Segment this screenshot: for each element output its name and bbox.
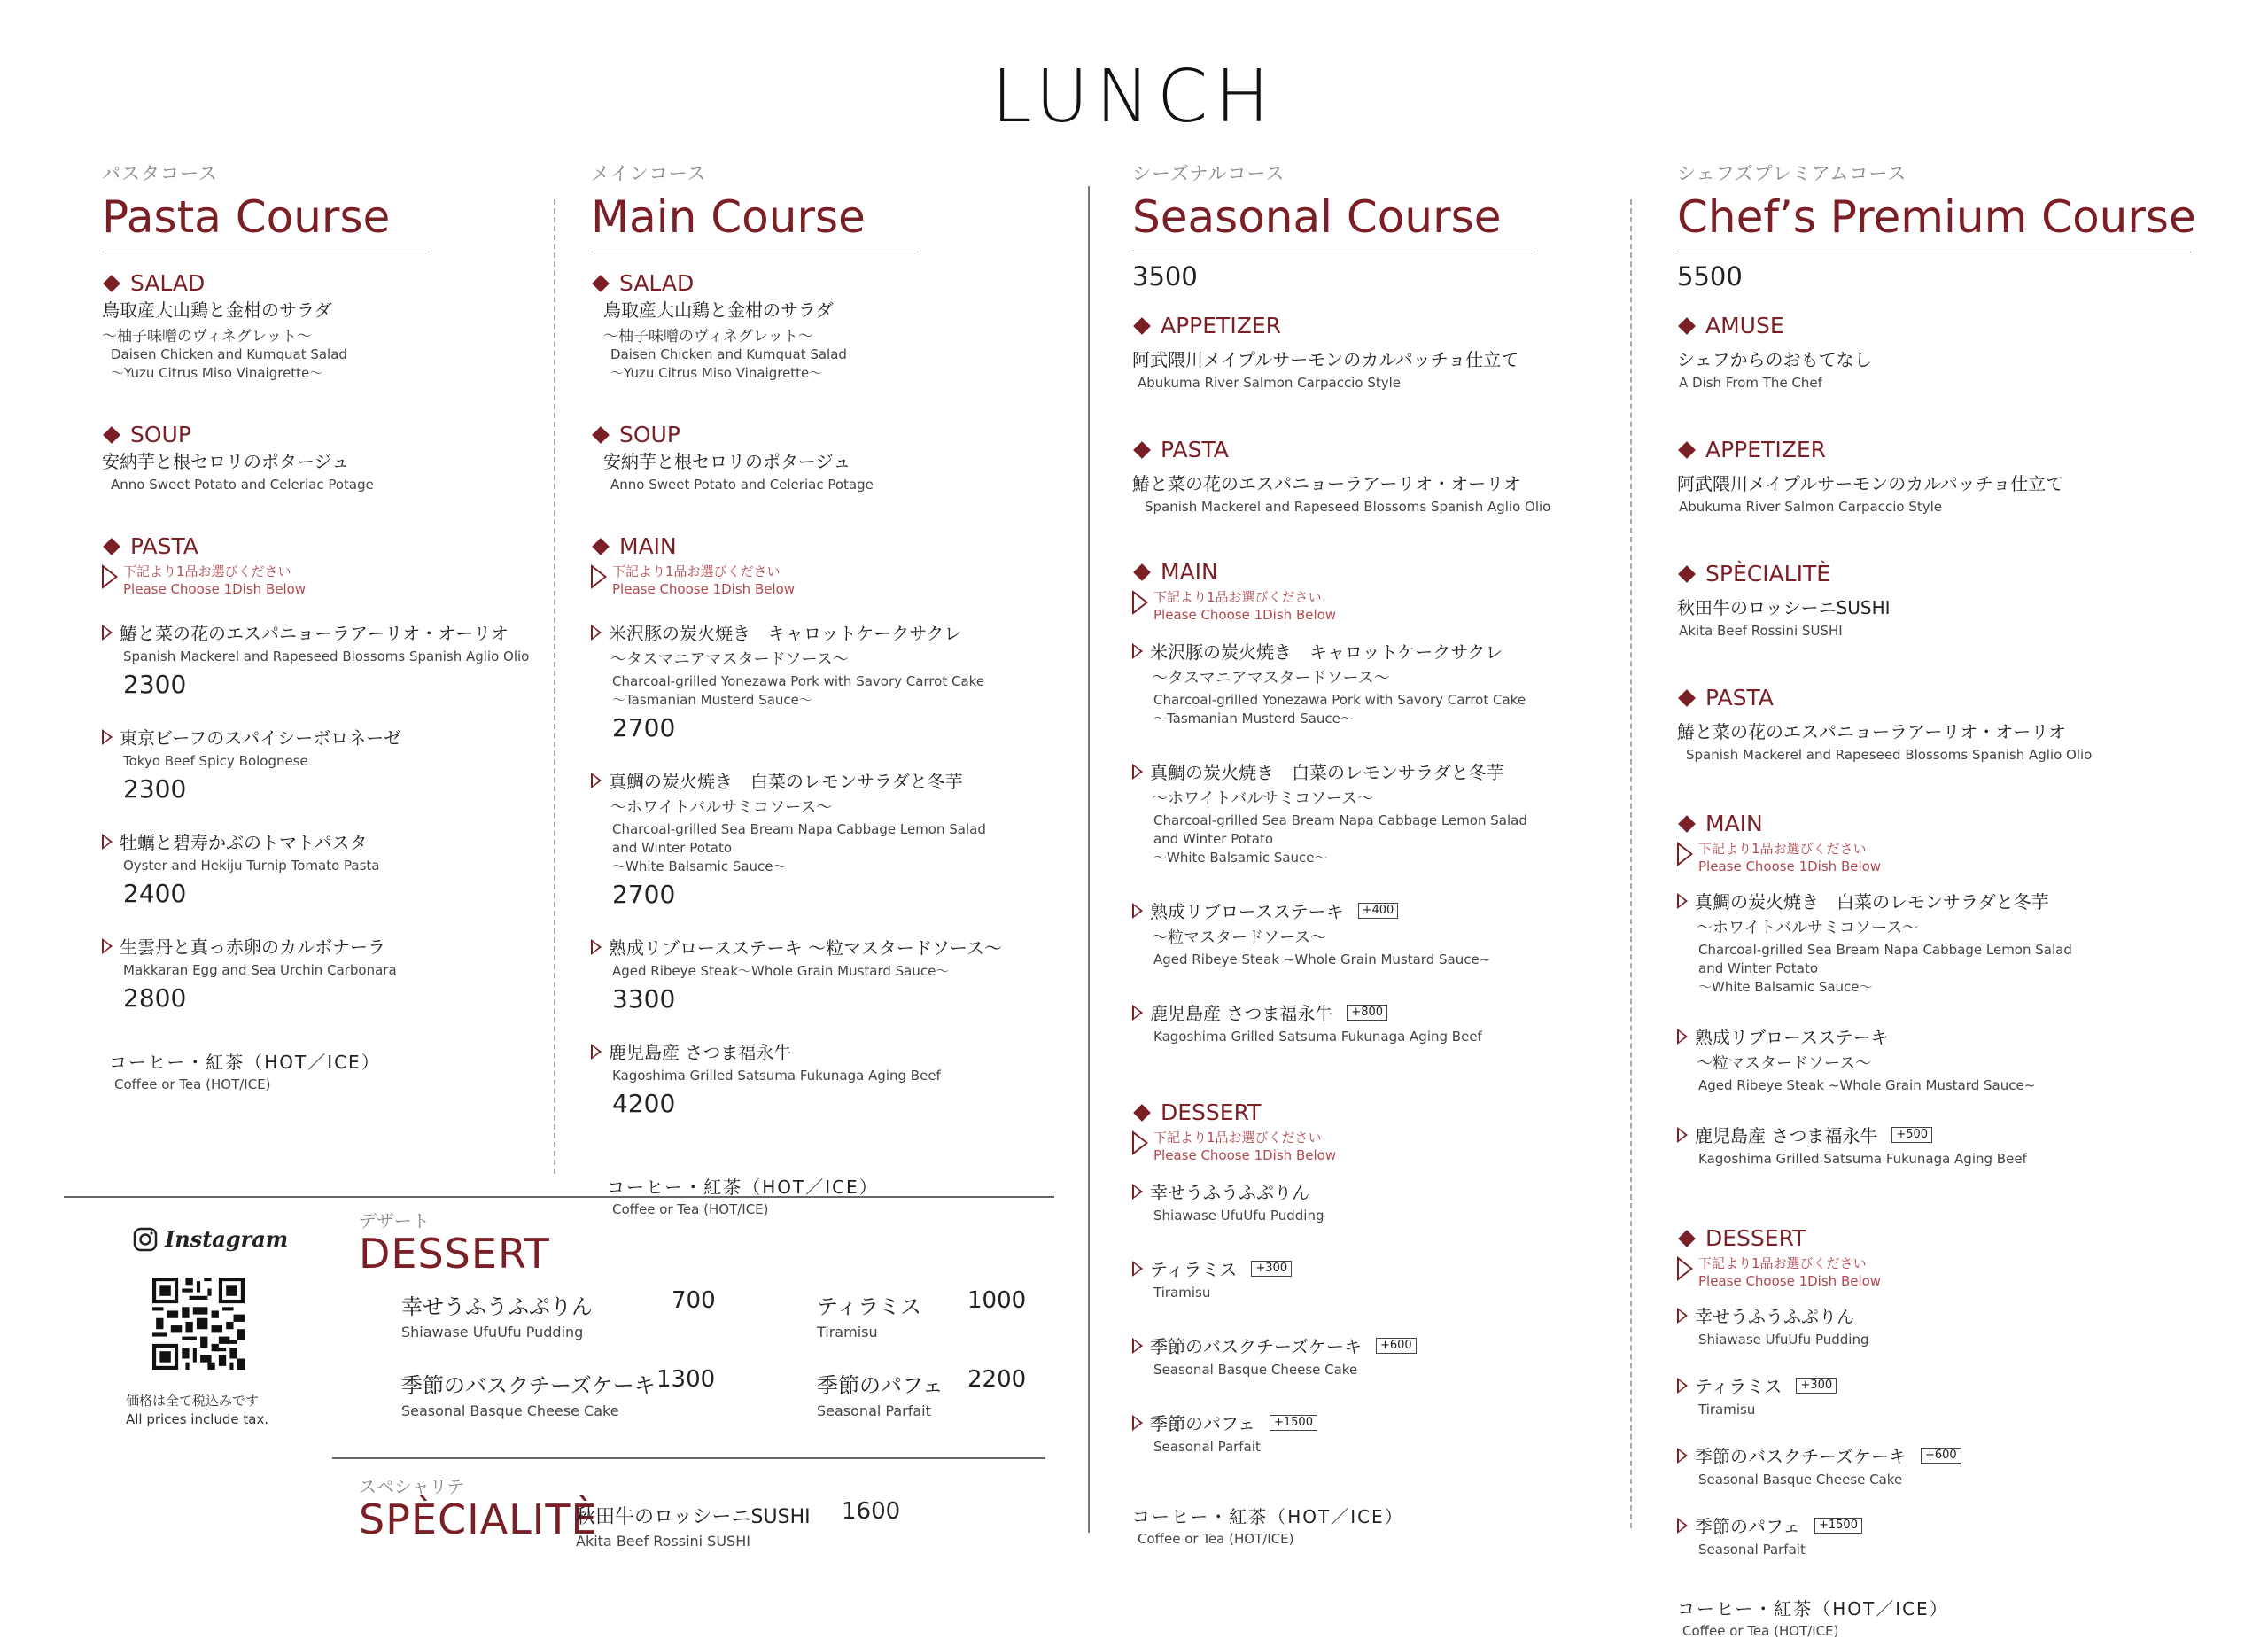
diamond-icon: [1678, 1230, 1696, 1247]
dish-sub-en: ～Tasmanian Musterd Sauce～: [612, 692, 812, 708]
dish-item: [1677, 1372, 2209, 1419]
page-title: LUNCH: [991, 55, 1277, 139]
dish-name-ja: 熟成リブロースステーキ ～粒マスタードソース～: [609, 937, 1002, 959]
dish-name-ja: 季節のパフェ: [1150, 1413, 1255, 1434]
dish-name-en: Kagoshima Grilled Satsuma Fukunaga Aging Beef: [1153, 1029, 1482, 1045]
dessert-name-en: Seasonal Parfait: [817, 1402, 931, 1419]
dessert-title-en: DESSERT: [359, 1230, 550, 1278]
dish-name-en: Seasonal Parfait: [1698, 1542, 1806, 1557]
dish-name-ja: 幸せうふうふぷりん: [1150, 1182, 1309, 1203]
soup-section: [591, 422, 1074, 494]
pasta-section: [1677, 685, 2209, 765]
dessert-title-ja: デザート: [359, 1210, 430, 1231]
diamond-icon: [1678, 565, 1696, 583]
dessert-menu-header: [359, 1207, 550, 1278]
dish-name-en: Abukuma River Salmon Carpaccio Style: [1679, 499, 1942, 515]
dish-name-ja: 真鯛の炭火焼き 白菜のレモンサラダと冬芋: [1150, 762, 1504, 783]
dish-name-en: Seasonal Parfait: [1153, 1439, 1261, 1455]
dish-item: [1677, 1302, 2209, 1349]
dish-name-en: Seasonal Basque Cheese Cake: [1698, 1472, 1903, 1488]
divider-3: [1630, 199, 1632, 1528]
dish-price: 3300: [612, 984, 676, 1014]
dish-item: [1132, 897, 1615, 969]
triangle-outline-icon: [102, 834, 113, 850]
dish-name-ja: 安納芋と根セロリのポタージュ: [102, 451, 350, 472]
instagram-block: [133, 1226, 310, 1252]
dish-name-en: Charcoal-grilled Sea Bream Napa Cabbage Lemon Salad: [1698, 942, 2072, 958]
main-course: [591, 159, 1074, 1217]
main-section: [591, 533, 1074, 1118]
divider-2: [1088, 186, 1090, 1533]
choose-note: [102, 563, 536, 598]
choose-note: [1132, 1129, 1615, 1164]
section-label: PASTA: [130, 533, 198, 559]
salad-section: [591, 270, 1074, 383]
course-title-ja: パスタコース: [102, 163, 218, 184]
diamond-icon: [1133, 1104, 1151, 1122]
course-price: 3500: [1132, 261, 1198, 291]
dish-item: [102, 933, 536, 1013]
dish-name-ja: 米沢豚の炭火焼き キャロットケークサクレ: [1150, 641, 1503, 663]
dish-item: [591, 934, 1074, 1014]
qr-code[interactable]: [152, 1278, 245, 1373]
dessert-name-ja: 幸せうふうふぷりん: [401, 1294, 593, 1319]
triangle-outline-icon: [1677, 842, 1693, 866]
triangle-outline-icon: [102, 564, 118, 589]
triangle-outline-icon: [1132, 1005, 1143, 1021]
dish-price: 2300: [123, 670, 187, 699]
dish-name-en: Kagoshima Grilled Satsuma Fukunaga Aging Beef: [1698, 1151, 2027, 1167]
dish-name-ja: 鰆と菜の花のエスパニョーラアーリオ・オーリオ: [1677, 721, 2066, 742]
dish-name-en: Daisen Chicken and Kumquat Salad: [111, 346, 347, 362]
dish-item: [1132, 999, 1615, 1046]
section-label: MAIN: [1705, 811, 1763, 836]
dish-name-ja: 安納芋と根セロリのポタージュ: [603, 451, 851, 472]
triangle-outline-icon: [1132, 1338, 1143, 1354]
section-label: MAIN: [1161, 559, 1218, 585]
dessert-price: 1300: [656, 1366, 716, 1393]
dish-name-ja: 真鯛の炭火焼き 白菜のレモンサラダと冬芋: [609, 771, 963, 792]
pasta-section: [102, 533, 536, 1013]
dish-name-en: Charcoal-grilled Sea Bream Napa Cabbage Lemon Salad: [1153, 812, 1527, 828]
triangle-outline-icon: [1132, 1184, 1143, 1200]
course-title-ja: シェフズプレミアムコース: [1677, 163, 1907, 184]
diamond-icon: [1133, 563, 1151, 581]
dish-name-en: Anno Sweet Potato and Celeriac Potage: [610, 477, 874, 493]
specialite-name-ja: 秋田牛のロッシーニSUSHI: [576, 1506, 811, 1528]
dish-sub-ja: ～タスマニアマスタードソース～: [1152, 669, 1390, 687]
dessert-name-ja: 季節のバスクチーズケーキ: [401, 1373, 656, 1398]
diamond-icon: [1133, 317, 1151, 335]
diamond-icon: [1678, 317, 1696, 335]
section-label: SALAD: [619, 270, 695, 296]
dish-name-en: Makkaran Egg and Sea Urchin Carbonara: [123, 962, 397, 978]
dessert-name-en: Seasonal Basque Cheese Cake: [401, 1402, 619, 1419]
note-ja: 下記より1品お選びください: [123, 563, 291, 579]
dish-item: [102, 619, 536, 699]
dish-name-en: Abukuma River Salmon Carpaccio Style: [1138, 375, 1401, 391]
dish-name-en: Spanish Mackerel and Rapeseed Blossoms Spanish Aglio Olio: [1145, 499, 1551, 515]
dish-item: [1677, 1512, 2209, 1559]
drink-ja: コーヒー・紅茶（HOT／ICE）: [1677, 1598, 1949, 1620]
diamond-icon: [592, 275, 610, 292]
course-title-ja: シーズナルコース: [1132, 163, 1285, 184]
main-section: [1132, 559, 1615, 1046]
dish-item: [1132, 638, 1615, 728]
tax-note-ja: 価格は全て税込みです: [126, 1393, 260, 1409]
triangle-outline-icon: [1132, 643, 1143, 659]
diamond-icon: [1678, 441, 1696, 459]
triangle-outline-icon: [1677, 1308, 1688, 1324]
premium-course: [1677, 159, 2209, 1639]
triangle-outline-icon: [591, 564, 607, 589]
surcharge-badge: +500: [1891, 1127, 1932, 1143]
drink-en: Coffee or Tea (HOT/ICE): [1138, 1531, 1294, 1547]
triangle-outline-icon: [102, 729, 113, 745]
drink-section: [591, 1173, 1074, 1217]
dish-name-ja: シェフからのおもてなし: [1677, 349, 1872, 370]
dish-item: [1677, 888, 2209, 997]
dessert-menu-item: [401, 1368, 756, 1419]
note-ja: 下記より1品お選びください: [1153, 1130, 1322, 1146]
dish-name-ja: 東京ビーフのスパイシーボロネーゼ: [120, 727, 401, 749]
dish-sub-en: ～White Balsamic Sauce～: [1698, 979, 1873, 995]
dish-name-ja: 幸せうふうふぷりん: [1695, 1306, 1854, 1327]
dish-sub-ja: ～タスマニアマスタードソース～: [610, 650, 849, 669]
dish-name-en: Charcoal-grilled Yonezawa Pork with Savory Carrot Cake: [1153, 692, 1526, 708]
dish-name-ja: 牡蠣と碧寿かぶのトマトパスタ: [120, 832, 368, 853]
section-label: AMUSE: [1705, 313, 1784, 338]
dessert-name-en: Shiawase UfuUfu Pudding: [401, 1324, 584, 1340]
dish-name-en: Aged Ribeye Steak ~Whole Grain Mustard Sauce~: [1698, 1077, 2036, 1093]
section-label: SPÈCIALITÈ: [1705, 561, 1831, 586]
triangle-outline-icon: [1132, 1261, 1143, 1277]
dish-name-en: Daisen Chicken and Kumquat Salad: [610, 346, 847, 362]
main-section: [1677, 811, 2209, 1169]
diamond-icon: [592, 538, 610, 555]
specialite-price: 1600: [842, 1498, 901, 1525]
dish-item: [591, 1038, 1074, 1118]
triangle-outline-icon: [1677, 1029, 1688, 1045]
dish-item: [102, 724, 536, 804]
dish-sub-en: ～White Balsamic Sauce～: [1153, 850, 1328, 866]
dish-name-ja: 季節のバスクチーズケーキ: [1150, 1336, 1362, 1357]
section-label: PASTA: [1705, 685, 1774, 711]
amuse-section: [1677, 313, 2209, 392]
note-en: Please Choose 1Dish Below: [1153, 607, 1337, 623]
dessert-name-ja: ティラミス: [817, 1294, 922, 1319]
triangle-outline-icon: [591, 1044, 602, 1060]
dish-name-en: Charcoal-grilled Sea Bream Napa Cabbage Lemon Salad: [612, 821, 986, 837]
dish-name-en: Shiawase UfuUfu Pudding: [1153, 1208, 1324, 1223]
section-label: SOUP: [130, 422, 191, 447]
dish-item: [1677, 1442, 2209, 1489]
dish-item: [1132, 1255, 1615, 1302]
dish-price: 2300: [123, 774, 187, 804]
drink-en: Coffee or Tea (HOT/ICE): [612, 1201, 769, 1217]
dish-item: [1132, 1332, 1615, 1379]
dish-name-en: Aged Ribeye Steak～Whole Grain Mustard Sauce～: [612, 963, 950, 979]
choose-note: [1677, 840, 2209, 875]
salad-section: [102, 270, 536, 383]
dish-name-en: Anno Sweet Potato and Celeriac Potage: [111, 477, 374, 493]
specialite-title-en: SPÈCIALITÈ: [359, 1495, 598, 1543]
dish-item: [1677, 1023, 2209, 1095]
surcharge-badge: +400: [1358, 903, 1399, 919]
dessert-name-ja: 季節のパフェ: [817, 1373, 944, 1398]
dish-price: 2400: [123, 879, 187, 908]
dish-name-en: Tiramisu: [1698, 1402, 1756, 1418]
dish-sub-ja: ～柚子味噌のヴィネグレット～: [603, 328, 813, 346]
dish-name-ja: ティラミス: [1150, 1259, 1238, 1280]
triangle-outline-icon: [591, 939, 602, 955]
dish-item: [1132, 1178, 1615, 1225]
dish-sub-en: ～Yuzu Citrus Miso Vinaigrette～: [111, 365, 323, 381]
dish-name-ja: 熟成リブロースステーキ: [1695, 1027, 1889, 1048]
dish-item: [1132, 758, 1615, 867]
drink-ja: コーヒー・紅茶（HOT／ICE）: [607, 1177, 879, 1198]
triangle-outline-icon: [1677, 893, 1688, 909]
section-label: SOUP: [619, 422, 680, 447]
dish-price: 2700: [612, 880, 676, 909]
section-label: APPETIZER: [1161, 313, 1281, 338]
surcharge-badge: +800: [1347, 1005, 1387, 1021]
triangle-outline-icon: [1677, 1127, 1688, 1143]
dessert-menu-item: [817, 1368, 1047, 1419]
tax-note-en: All prices include tax.: [126, 1411, 269, 1427]
diamond-icon: [103, 426, 120, 444]
dish-item: [102, 828, 536, 908]
dessert-name-en: Tiramisu: [817, 1324, 878, 1340]
triangle-outline-icon: [1677, 1518, 1688, 1534]
diamond-icon: [103, 275, 120, 292]
dish-price: 2800: [123, 983, 187, 1013]
dish-name-en: Kagoshima Grilled Satsuma Fukunaga Aging Beef: [612, 1068, 941, 1084]
triangle-outline-icon: [1132, 903, 1143, 919]
drink-ja: コーヒー・紅茶（HOT／ICE）: [1132, 1506, 1404, 1527]
note-en: Please Choose 1Dish Below: [612, 581, 796, 597]
dish-name-ja: 季節のバスクチーズケーキ: [1695, 1446, 1907, 1467]
dish-name-ja: ティラミス: [1695, 1376, 1783, 1397]
dish-name-en: Tiramisu: [1153, 1285, 1211, 1301]
section-label: PASTA: [1161, 437, 1229, 462]
pasta-course: [102, 159, 536, 1092]
dish-price: 2700: [612, 713, 676, 742]
triangle-outline-icon: [1132, 1130, 1148, 1155]
dessert-menu-item: [817, 1289, 1047, 1340]
box-mid-line: [332, 1457, 1045, 1459]
dessert-price: 1000: [967, 1287, 1027, 1314]
dish-name-en: Spanish Mackerel and Rapeseed Blossoms Spanish Aglio Olio: [123, 649, 530, 664]
course-title-en: Chef’s Premium Course: [1677, 191, 2191, 252]
dish-sub-ja: ～柚子味噌のヴィネグレット～: [102, 328, 312, 346]
dish-name-ja: 鳥取産大山鶏と金柑のサラダ: [102, 299, 332, 321]
seasonal-course: [1132, 159, 1615, 1547]
triangle-outline-icon: [102, 938, 113, 954]
section-label: MAIN: [619, 533, 677, 559]
dish-name-ja: 鹿児島産 さつま福永牛: [1150, 1003, 1333, 1024]
choose-note: [1132, 588, 1615, 624]
dish-name-ja: 阿武隈川メイプルサーモンのカルパッチョ仕立て: [1132, 349, 1519, 370]
triangle-outline-icon: [1132, 1415, 1143, 1431]
dessert-section: [1677, 1225, 2209, 1559]
dish-name-ja: 季節のパフェ: [1695, 1516, 1800, 1537]
dish-sub-ja: ～粒マスタードソース～: [1152, 928, 1327, 947]
note-ja: 下記より1品お選びください: [612, 563, 781, 579]
specialite-title-ja: スペシャリテ: [359, 1476, 465, 1497]
surcharge-badge: +1500: [1270, 1415, 1317, 1431]
note-ja: 下記より1品お選びください: [1153, 589, 1322, 605]
surcharge-badge: +600: [1921, 1448, 1961, 1464]
choose-note: [591, 563, 1074, 598]
dish-name-ja: 秋田牛のロッシーニSUSHI: [1677, 597, 1891, 618]
dish-name-en-2: and Winter Potato: [612, 840, 733, 856]
dish-name-en: Tokyo Beef Spicy Bolognese: [123, 753, 308, 769]
dish-name-ja: 鰆と菜の花のエスパニョーラアーリオ・オーリオ: [1132, 473, 1521, 494]
section-label: SALAD: [130, 270, 206, 296]
drink-section: [102, 1048, 536, 1092]
specialite-menu-item: [576, 1498, 930, 1550]
section-label: DESSERT: [1705, 1225, 1806, 1251]
dessert-section: [1132, 1099, 1615, 1456]
diamond-icon: [1133, 441, 1151, 459]
appetizer-section: [1677, 437, 2209, 517]
note-en: Please Choose 1Dish Below: [1698, 858, 1882, 874]
dish-sub-ja: ～ホワイトバルサミコソース～: [1697, 919, 1919, 937]
drink-section: [1132, 1503, 1615, 1547]
specialite-name-en: Akita Beef Rossini SUSHI: [576, 1533, 750, 1550]
triangle-outline-icon: [591, 625, 602, 641]
section-label: APPETIZER: [1705, 437, 1826, 462]
drink-ja: コーヒー・紅茶（HOT／ICE）: [109, 1052, 381, 1073]
triangle-outline-icon: [591, 773, 602, 788]
diamond-icon: [1678, 815, 1696, 833]
diamond-icon: [103, 538, 120, 555]
dish-name-ja: 鹿児島産 さつま福永牛: [609, 1042, 792, 1063]
specialite-section: [1677, 561, 2209, 641]
dish-name-ja: 生雲丹と真っ赤卵のカルボナーラ: [120, 936, 385, 958]
instagram-icon: [133, 1227, 158, 1252]
tax-note: [126, 1391, 268, 1427]
note-en: Please Choose 1Dish Below: [1698, 1273, 1882, 1289]
dish-name-ja: 米沢豚の炭火焼き キャロットケークサクレ: [609, 623, 962, 644]
dish-name-ja: 鰆と菜の花のエスパニョーラアーリオ・オーリオ: [120, 623, 509, 644]
divider-1: [554, 199, 555, 1174]
note-ja: 下記より1品お選びください: [1698, 1255, 1867, 1271]
dish-name-en: Charcoal-grilled Yonezawa Pork with Savory Carrot Cake: [612, 673, 985, 689]
triangle-outline-icon: [1677, 1256, 1693, 1281]
dish-price: 4200: [612, 1089, 676, 1118]
dessert-price: 2200: [967, 1366, 1027, 1393]
course-title-en: Pasta Course: [102, 191, 430, 252]
dish-item: [1677, 1122, 2209, 1169]
dessert-price: 700: [672, 1287, 716, 1314]
instagram-link[interactable]: [133, 1226, 310, 1252]
dish-sub-ja: ～粒マスタードソース～: [1697, 1054, 1872, 1073]
dish-sub-ja: ～ホワイトバルサミコソース～: [610, 798, 833, 817]
dish-name-en-2: and Winter Potato: [1153, 831, 1274, 847]
triangle-outline-icon: [1677, 1448, 1688, 1464]
surcharge-badge: +600: [1376, 1338, 1417, 1354]
drink-section: [1677, 1595, 2209, 1639]
soup-section: [102, 422, 536, 494]
pasta-section: [1132, 437, 1615, 517]
dish-item: [591, 767, 1074, 909]
instagram-label: Instagram: [165, 1226, 289, 1252]
drink-en: Coffee or Tea (HOT/ICE): [114, 1076, 271, 1092]
surcharge-badge: +300: [1796, 1378, 1837, 1394]
dish-name-en: Akita Beef Rossini SUSHI: [1679, 623, 1843, 639]
dish-name-en: Aged Ribeye Steak ~Whole Grain Mustard Sauce~: [1153, 952, 1491, 967]
dish-name-en: A Dish From The Chef: [1679, 375, 1822, 391]
qr-code-icon: [152, 1278, 245, 1370]
dish-sub-en: ～Yuzu Citrus Miso Vinaigrette～: [610, 365, 823, 381]
dish-name-ja: 熟成リブロースステーキ: [1150, 901, 1344, 922]
surcharge-badge: +300: [1251, 1261, 1292, 1277]
dish-item: [1132, 1410, 1615, 1456]
drink-en: Coffee or Tea (HOT/ICE): [1682, 1623, 1839, 1639]
note-ja: 下記より1品お選びください: [1698, 841, 1867, 857]
dessert-menu-item: [401, 1289, 756, 1340]
dish-name-en-2: and Winter Potato: [1698, 960, 1819, 976]
dish-item: [591, 619, 1074, 742]
dish-name-ja: 阿武隈川メイプルサーモンのカルパッチョ仕立て: [1677, 473, 2064, 494]
dish-name-en: Seasonal Basque Cheese Cake: [1153, 1362, 1358, 1378]
note-en: Please Choose 1Dish Below: [1153, 1147, 1337, 1163]
dish-name-en: Shiawase UfuUfu Pudding: [1698, 1332, 1869, 1348]
triangle-outline-icon: [102, 625, 113, 641]
specialite-menu-header: [359, 1472, 598, 1541]
choose-note: [1677, 1254, 2209, 1290]
dish-name-ja: 真鯛の炭火焼き 白菜のレモンサラダと冬芋: [1695, 891, 2049, 913]
dish-sub-ja: ～ホワイトバルサミコソース～: [1152, 789, 1374, 808]
note-en: Please Choose 1Dish Below: [123, 581, 307, 597]
triangle-outline-icon: [1677, 1378, 1688, 1394]
triangle-outline-icon: [1132, 764, 1143, 780]
appetizer-section: [1132, 313, 1615, 392]
course-title-ja: メインコース: [591, 163, 707, 184]
dish-sub-en: ～Tasmanian Musterd Sauce～: [1153, 711, 1354, 726]
dish-name-ja: 鳥取産大山鶏と金柑のサラダ: [603, 299, 834, 321]
dish-name-ja: 鹿児島産 さつま福永牛: [1695, 1125, 1878, 1146]
surcharge-badge: +1500: [1814, 1518, 1862, 1534]
dish-name-en: Spanish Mackerel and Rapeseed Blossoms Spanish Aglio Olio: [1686, 747, 2093, 763]
dish-sub-en: ～White Balsamic Sauce～: [612, 858, 787, 874]
diamond-icon: [592, 426, 610, 444]
course-title-en: Main Course: [591, 191, 919, 252]
course-title-en: Seasonal Course: [1132, 191, 1535, 252]
course-price: 5500: [1677, 261, 1743, 291]
section-label: DESSERT: [1161, 1099, 1262, 1125]
diamond-icon: [1678, 689, 1696, 707]
triangle-outline-icon: [1132, 590, 1148, 615]
dish-name-en: Oyster and Hekiju Turnip Tomato Pasta: [123, 858, 380, 874]
